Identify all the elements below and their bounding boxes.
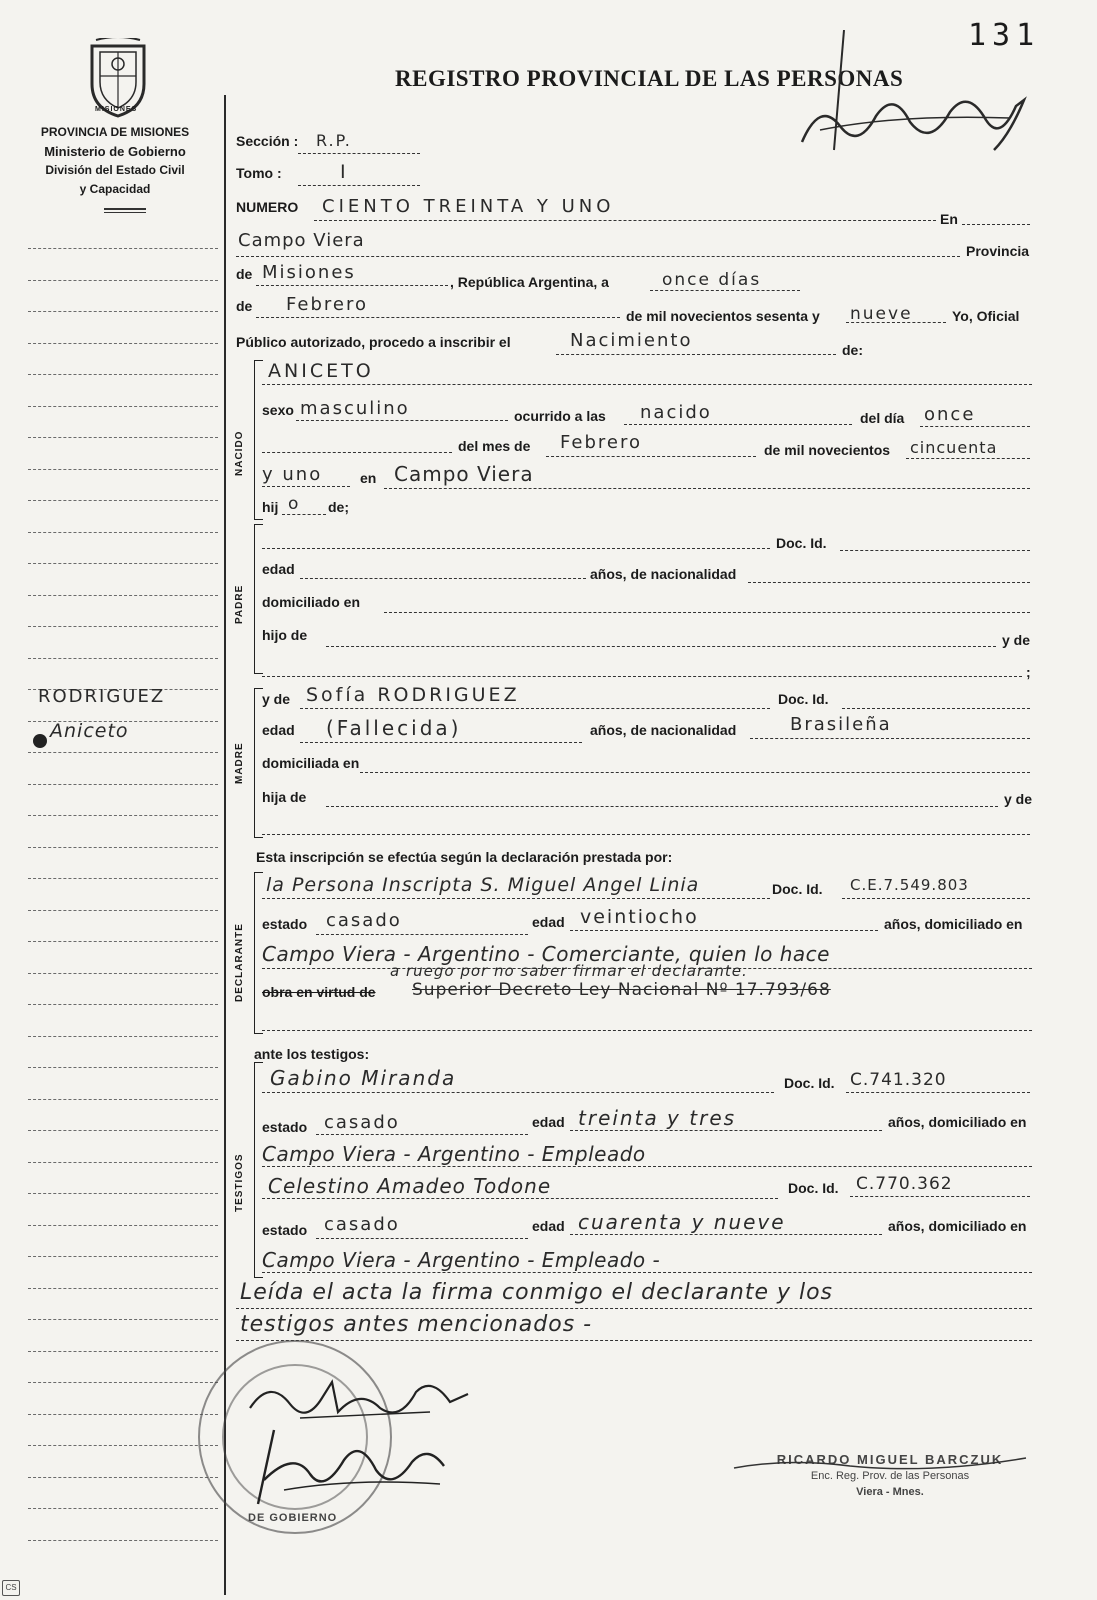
margin-rule-line xyxy=(28,1414,218,1415)
declarante-doc-value: C.E.7.549.803 xyxy=(850,876,969,894)
padre-edad-line xyxy=(300,578,586,579)
testigos-intro: ante los testigos: xyxy=(254,1046,370,1062)
margin-rule-line xyxy=(28,248,218,249)
anio-value-a: cincuenta xyxy=(910,438,998,457)
margin-surname: RODRIGUEZ xyxy=(38,686,166,707)
madre-nacionalidad-label: años, de nacionalidad xyxy=(590,722,737,738)
margin-rule-line xyxy=(28,437,218,438)
margin-rule-line xyxy=(28,752,218,753)
day-value: once días xyxy=(662,270,762,290)
madre-yde-label: y de xyxy=(262,691,291,707)
day-line xyxy=(650,290,800,291)
closing-line-1: Leída el acta la firma conmigo el declarante y los xyxy=(240,1280,834,1305)
anio-value-b: y uno xyxy=(262,464,323,485)
month-line xyxy=(256,317,620,318)
declarante-estado-line xyxy=(316,934,528,935)
testigo1-domicilio-value: Campo Viera - Argentino - Empleado xyxy=(262,1142,646,1166)
numero-line xyxy=(314,220,936,221)
testigo1-doc-label: Doc. Id. xyxy=(784,1075,835,1091)
numero-value: CIENTO TREINTA Y UNO xyxy=(322,196,615,217)
testigo2-anios-label: años, domiciliado en xyxy=(888,1218,1027,1234)
de-label-2: de xyxy=(236,298,253,314)
declarante-obra-label: obra en virtud de xyxy=(262,984,376,1000)
declarante-doc-label: Doc. Id. xyxy=(772,881,823,897)
oficial-label: Yo, Oficial xyxy=(952,308,1020,324)
margin-rule-line xyxy=(28,1099,218,1100)
year-value: nueve xyxy=(850,304,913,324)
en-line xyxy=(962,224,1030,225)
testigo2-doc-value: C.770.362 xyxy=(856,1174,953,1194)
document-title: REGISTRO PROVINCIAL DE LAS PERSONAS xyxy=(395,66,904,91)
provincia-label: Provincia xyxy=(966,243,1030,259)
testigo2-edad-line xyxy=(570,1234,882,1235)
testigo2-nombre-line xyxy=(262,1198,778,1199)
nacido-section-label: NACIDO xyxy=(234,430,245,476)
madre-nombre-line xyxy=(300,708,770,709)
ministry-line-1: PROVINCIA DE MISIONES xyxy=(40,125,190,139)
closing-line-2: testigos antes mencionados - xyxy=(240,1312,593,1337)
padre-domicilio-line xyxy=(384,612,1030,613)
margin-rule-line xyxy=(28,532,218,533)
ministry-rule-2 xyxy=(104,212,146,213)
margin-rule-line xyxy=(28,1225,218,1226)
madre-nombre-value: Sofía RODRIGUEZ xyxy=(306,684,520,706)
testigo1-doc-line xyxy=(846,1092,1030,1093)
ministry-line-3: División del Estado Civil xyxy=(45,163,185,177)
margin-rule-line xyxy=(28,626,218,627)
padre-doc-label: Doc. Id. xyxy=(776,535,827,551)
testigo2-estado-value: casado xyxy=(324,1214,400,1235)
testigo1-domicilio-line xyxy=(262,1166,1032,1167)
margin-rule-line xyxy=(28,469,218,470)
padre-section-label: PADRE xyxy=(234,584,245,624)
margin-rule-line xyxy=(28,658,218,659)
declarante-section-label: DECLARANTE xyxy=(234,923,245,1002)
testigo1-estado-value: casado xyxy=(324,1112,400,1133)
madre-doc-line xyxy=(842,708,1030,709)
margin-rule-line xyxy=(28,1445,218,1446)
declarant-signature xyxy=(244,1420,464,1510)
madre-edad-value: (Fallecida) xyxy=(326,716,462,740)
witness-signature xyxy=(240,1368,500,1428)
declarante-obra-line xyxy=(262,1030,1032,1031)
testigo2-doc-label: Doc. Id. xyxy=(788,1180,839,1196)
closing-line-2-rule xyxy=(236,1340,1032,1341)
margin-rule-line xyxy=(28,595,218,596)
en-nacido-label: en xyxy=(360,470,377,486)
padre-name-line xyxy=(262,548,770,549)
ocurrido-label: ocurrido a las xyxy=(514,408,606,424)
republica-label: , República Argentina, a xyxy=(450,274,609,290)
sexo-value: masculino xyxy=(300,398,410,419)
declarante-edad-line xyxy=(570,930,878,931)
crest-label: MISIONES xyxy=(95,106,138,113)
ministry-rule xyxy=(104,208,146,210)
margin-rule-line xyxy=(28,1004,218,1005)
margin-rule-line xyxy=(28,847,218,848)
lugar-line xyxy=(384,488,1030,489)
declarante-edad-value: veintiocho xyxy=(580,906,699,928)
testigo2-estado-line xyxy=(316,1238,528,1239)
testigo1-nombre-line xyxy=(262,1092,774,1093)
madre-yde-label-2: y de xyxy=(1004,791,1033,807)
seccion-value: R.P. xyxy=(316,131,352,150)
margin-rule-line xyxy=(28,878,218,879)
seccion-label: Sección : xyxy=(236,133,299,149)
en-label: En xyxy=(940,211,958,227)
declarante-nombre-value: la Persona Inscripta S. Miguel Angel Linia xyxy=(266,874,700,896)
person-name: ANICETO xyxy=(268,360,374,382)
margin-rule-line xyxy=(28,1351,218,1352)
seccion-line xyxy=(298,153,420,154)
declarante-doc-line xyxy=(842,898,1030,899)
declarante-nota-value: a ruego por no saber firmar el declarante. xyxy=(390,962,748,980)
margin-rule-line xyxy=(28,941,218,942)
hijo-label: hij xyxy=(262,499,279,515)
testigo1-edad-label: edad xyxy=(532,1114,565,1130)
seal-text: DE GOBIERNO xyxy=(248,1512,338,1524)
margin-rule-line xyxy=(28,1382,218,1383)
testigo2-edad-value: cuarenta y nueve xyxy=(578,1210,786,1234)
stamp-signature xyxy=(730,1440,1030,1480)
ministry-block xyxy=(10,123,220,199)
month-value: Febrero xyxy=(286,294,368,315)
person-name-line xyxy=(262,384,1032,385)
margin-rule-line xyxy=(28,1256,218,1257)
testigo2-nombre-value: Celestino Amadeo Todone xyxy=(268,1174,552,1198)
padre-edad-label: edad xyxy=(262,561,295,577)
dia-value: once xyxy=(924,404,976,425)
madre-domicilio-label: domiciliada en xyxy=(262,755,360,771)
margin-rule-line xyxy=(28,374,218,375)
testigo2-estado-label: estado xyxy=(262,1222,308,1238)
declarante-estado-value: casado xyxy=(326,910,402,931)
padre-last-line xyxy=(262,676,1022,677)
scanner-mark-icon xyxy=(2,1580,20,1596)
testigo1-edad-line xyxy=(570,1130,882,1131)
declarante-domicilio-value: Campo Viera - Argentino - Comerciante, quien lo hace xyxy=(262,942,830,966)
page-number: 131 xyxy=(968,18,1041,53)
margin-rule-line xyxy=(28,784,218,785)
testigo1-nombre-value: Gabino Miranda xyxy=(270,1066,457,1090)
madre-doc-label: Doc. Id. xyxy=(778,691,829,707)
margin-rule-line xyxy=(28,815,218,816)
declarante-anios-label: años, domiciliado en xyxy=(884,916,1023,932)
mes-line xyxy=(546,456,756,457)
testigo2-edad-label: edad xyxy=(532,1218,565,1234)
anio-line xyxy=(906,458,1030,459)
testigo1-edad-value: treinta y tres xyxy=(578,1106,737,1130)
margin-given-name: Aniceto xyxy=(50,720,129,742)
margin-rule-line xyxy=(28,1193,218,1194)
official-signature xyxy=(780,30,1040,160)
testigo2-domicilio-line xyxy=(262,1272,1032,1273)
margin-rule-line xyxy=(28,1477,218,1478)
province-line xyxy=(256,285,448,286)
ocurrido-value: nacido xyxy=(640,402,712,423)
tomo-label: Tomo : xyxy=(236,165,282,181)
testigos-section-label: TESTIGOS xyxy=(234,1153,245,1212)
place-line xyxy=(236,256,960,257)
margin-rule-line xyxy=(28,1067,218,1068)
closing-line-1-rule xyxy=(236,1308,1032,1309)
testigos-bracket xyxy=(254,1062,263,1278)
margin-rule-line xyxy=(28,343,218,344)
sexo-label: sexo xyxy=(262,402,294,418)
madre-nacionalidad-line xyxy=(750,738,1030,739)
numero-label: NUMERO xyxy=(236,199,299,215)
stamp-name: RICARDO MIGUEL BARCZUK xyxy=(776,1452,1004,1467)
madre-section-label: MADRE xyxy=(234,742,245,784)
year-line xyxy=(846,322,946,323)
act-value: Nacimiento xyxy=(570,330,693,351)
de-label-3: de: xyxy=(842,342,863,358)
ministry-line-2: Ministerio de Gobierno xyxy=(44,144,186,159)
margin-rule-line xyxy=(28,1162,218,1163)
margin-rule-line xyxy=(28,1319,218,1320)
margin-rule-line xyxy=(28,1036,218,1037)
margin-rule-line xyxy=(28,973,218,974)
margin-rule-line xyxy=(28,500,218,501)
margin-rule-line xyxy=(28,563,218,564)
madre-hija-label: hija de xyxy=(262,789,307,805)
mil-label: de mil novecientos sesenta y xyxy=(626,308,820,324)
hijo-value: o xyxy=(288,494,301,514)
madre-edad-line xyxy=(300,742,582,743)
act-line xyxy=(556,354,836,355)
margin-rule-line xyxy=(28,406,218,407)
tomo-line xyxy=(298,185,420,186)
mes-pre-line xyxy=(262,452,452,453)
testigo1-anios-label: años, domiciliado en xyxy=(888,1114,1027,1130)
madre-last-line xyxy=(262,834,1030,835)
testigo1-estado-line xyxy=(316,1134,528,1135)
margin-rule-line xyxy=(28,1540,218,1541)
province-value: Misiones xyxy=(262,262,356,283)
testigo1-estado-label: estado xyxy=(262,1119,308,1135)
padre-nacionalidad-label: años, de nacionalidad xyxy=(590,566,737,582)
padre-semicolon: ; xyxy=(1026,664,1031,680)
place-value: Campo Viera xyxy=(238,230,365,251)
mes-label: del mes de xyxy=(458,438,531,454)
padre-hijo-line xyxy=(326,646,996,647)
padre-domicilio-label: domiciliado en xyxy=(262,594,361,610)
madre-domicilio-line xyxy=(360,772,1030,773)
testigo1-doc-value: C.741.320 xyxy=(850,1070,947,1090)
lugar-value: Campo Viera xyxy=(394,462,534,486)
ink-blot-icon xyxy=(33,734,47,748)
stamp-role: Enc. Reg. Prov. de las Personas xyxy=(810,1470,970,1482)
margin-rule-line xyxy=(28,311,218,312)
tomo-value: I xyxy=(340,161,348,183)
hijo-de-label: de; xyxy=(328,499,349,515)
publico-label: Público autorizado, procedo a inscribir el xyxy=(236,334,511,350)
declarante-obra-value: Superior Decreto Ley Nacional Nº 17.793/68 xyxy=(412,980,831,1000)
margin-rule-line xyxy=(28,1508,218,1509)
sexo-line xyxy=(296,420,508,421)
declarante-estado-label: estado xyxy=(262,916,308,932)
ocurrido-line xyxy=(624,424,852,425)
madre-nacionalidad-value: Brasileña xyxy=(790,714,892,735)
testigo2-domicilio-value: Campo Viera - Argentino - Empleado - xyxy=(262,1248,661,1272)
hijo-line xyxy=(282,514,326,515)
margin-rule-line xyxy=(28,280,218,281)
margin-rule-line xyxy=(28,1288,218,1289)
padre-hijo-label: hijo de xyxy=(262,627,308,643)
stamp-place: Viera - Mnes. xyxy=(856,1486,924,1498)
padre-nacionalidad-line xyxy=(748,582,1030,583)
declarante-intro: Esta inscripción se efectúa según la declaración prestada por: xyxy=(256,849,673,865)
mil-nacido-label: de mil novecientos xyxy=(764,442,891,458)
dia-label: del día xyxy=(860,410,905,426)
declarante-nombre-line xyxy=(262,898,770,899)
padre-yde-label: y de xyxy=(1002,632,1031,648)
anio-b-line xyxy=(262,486,350,487)
scanner-mark-text: CS xyxy=(5,1583,17,1592)
madre-edad-label: edad xyxy=(262,722,295,738)
margin-rule-line xyxy=(28,1130,218,1131)
declarante-edad-label: edad xyxy=(532,914,565,930)
mes-value: Febrero xyxy=(560,432,642,453)
dia-line xyxy=(920,426,1030,427)
margin-rule-line xyxy=(28,910,218,911)
de-label: de xyxy=(236,266,253,282)
madre-hija-line xyxy=(326,806,998,807)
ministry-line-4: y Capacidad xyxy=(79,182,151,196)
padre-doc-line xyxy=(840,550,1030,551)
testigo2-doc-line xyxy=(850,1196,1030,1197)
